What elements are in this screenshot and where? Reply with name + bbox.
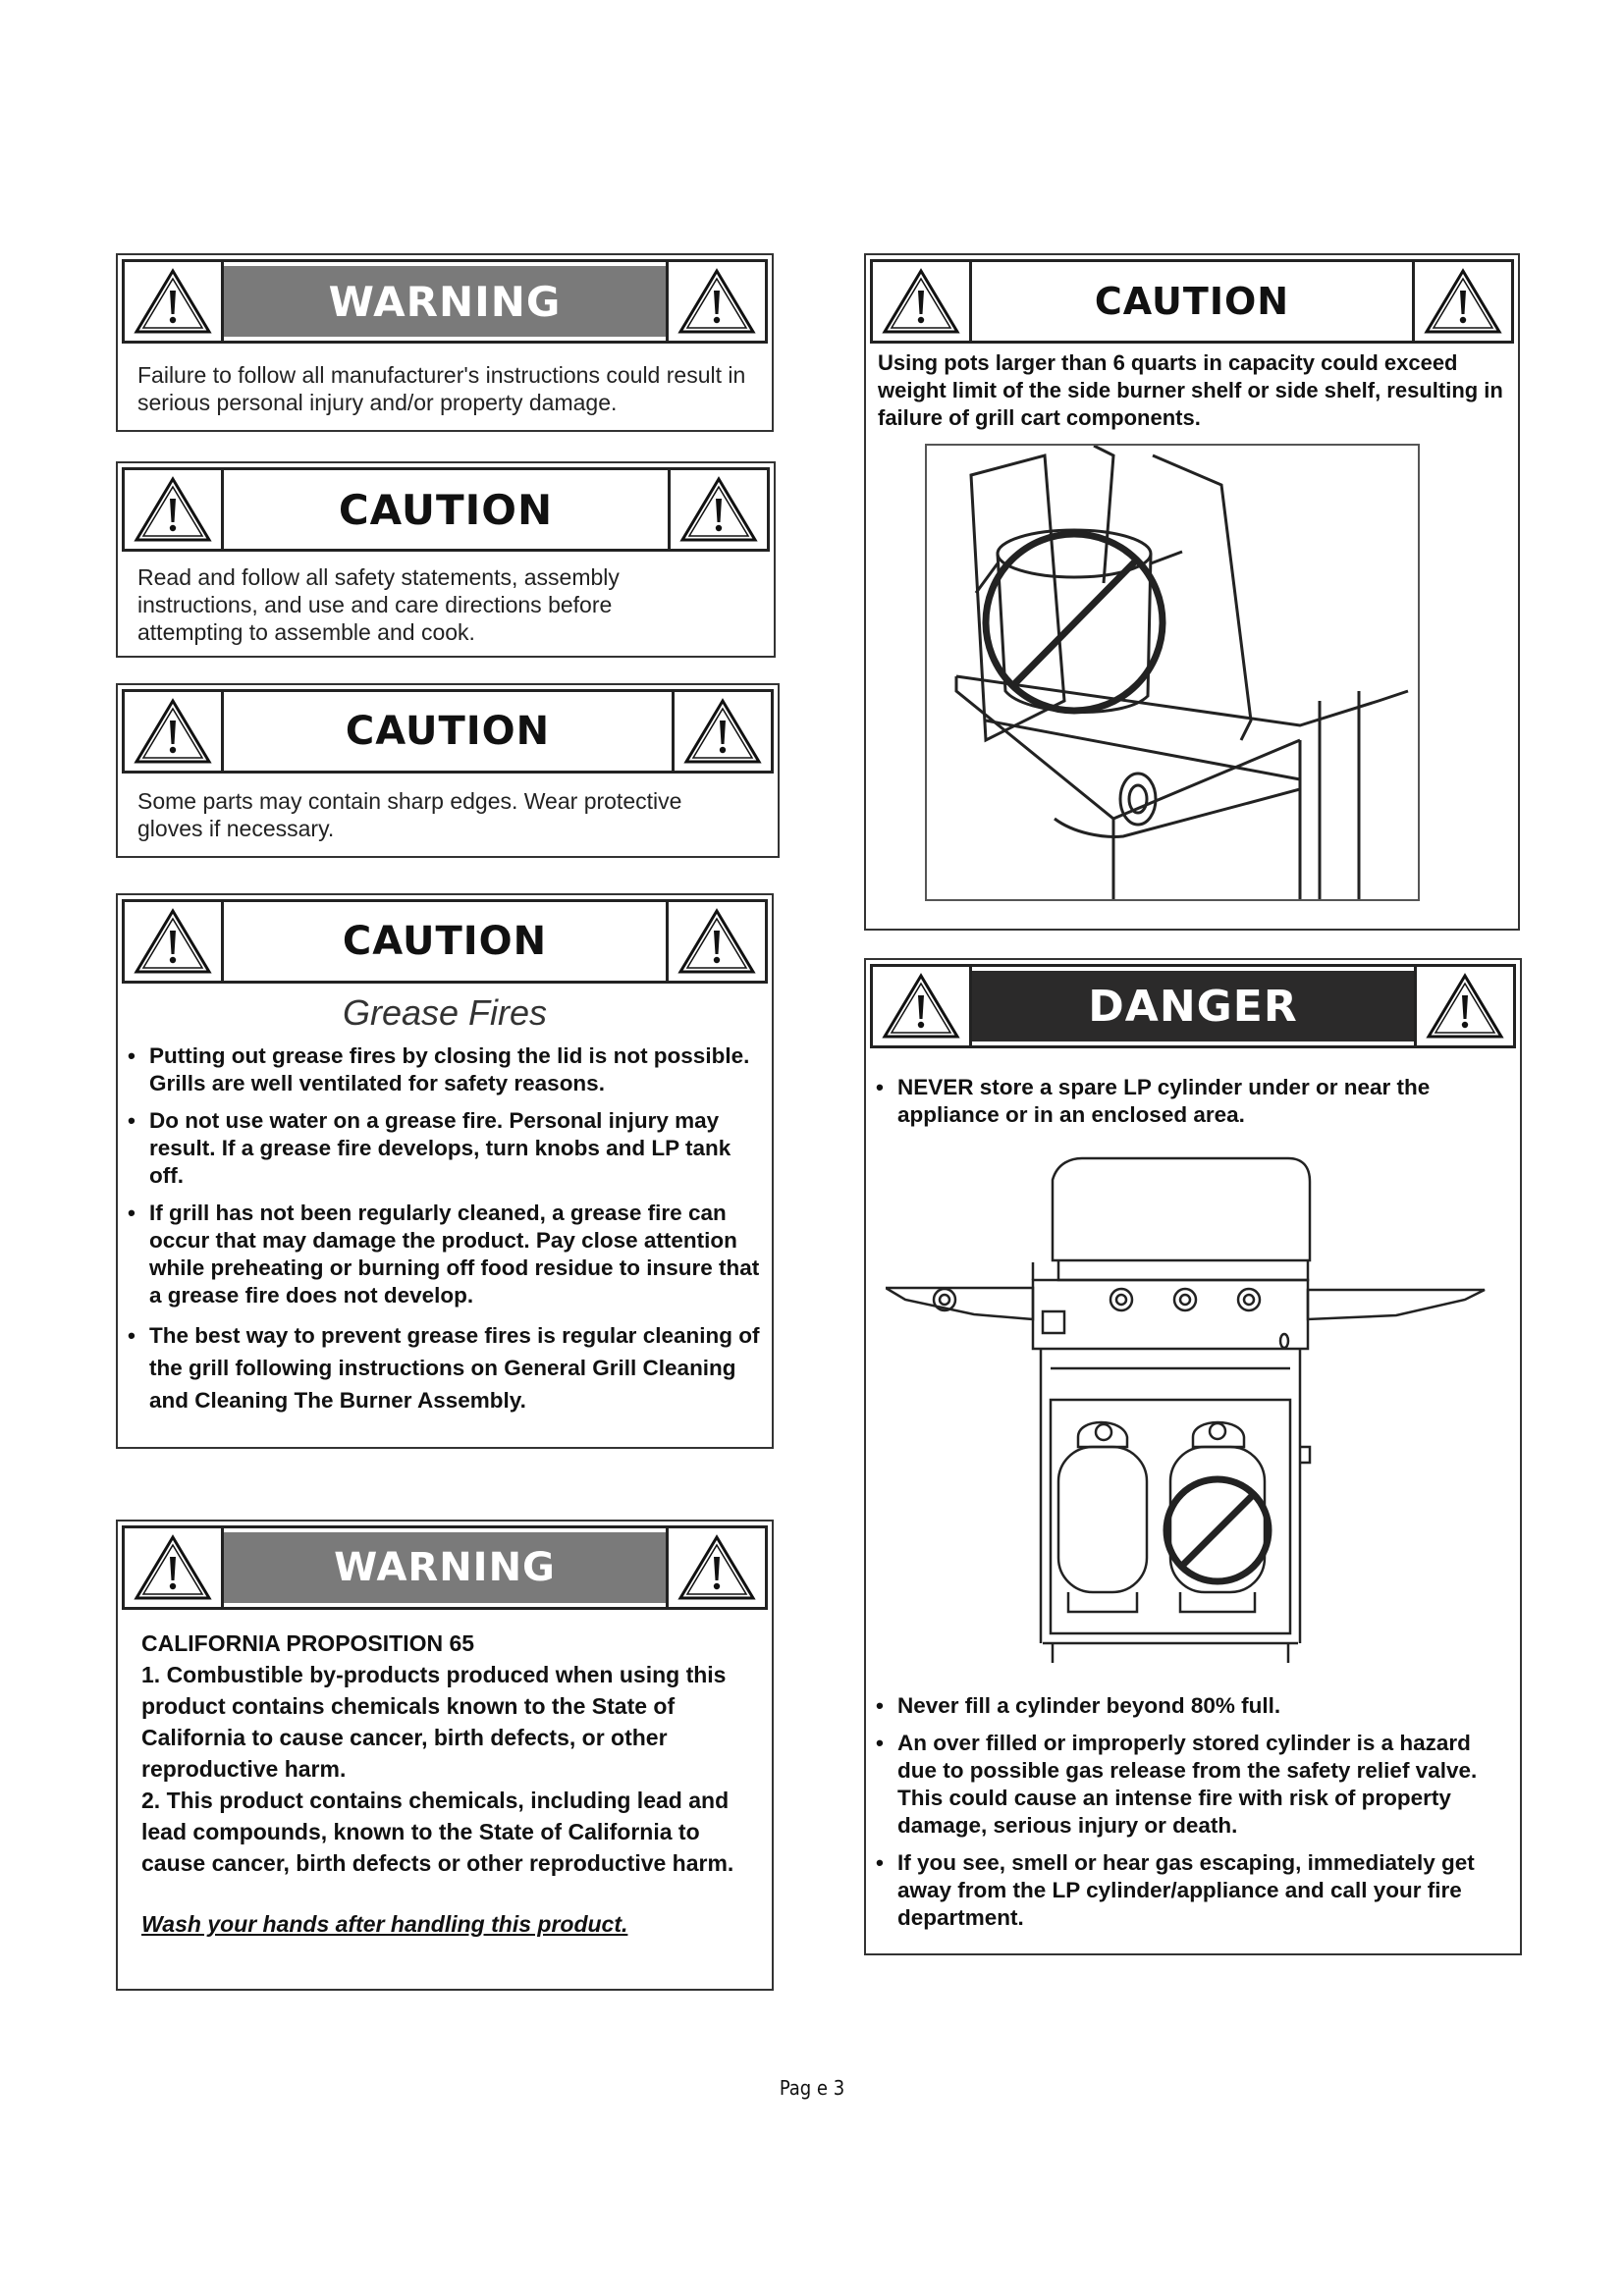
warning-triangle-icon [873,262,972,341]
warning-triangle-icon [125,902,224,981]
caution-header [870,259,1514,344]
prop65-content [118,1628,772,1940]
warning-box-prop65 [116,1520,774,1991]
prop65-heading: CALIFORNIA PROPOSITION 65 [141,1630,475,1656]
list-item: • Putting out grease fires by closing the lid is not possible. Grills are well ventilated for safety reasons. [126,1042,764,1097]
caution-box-grease-fires [116,893,774,1449]
warning-triangle-icon [668,470,767,549]
grease-fires-list [118,1042,772,1426]
warning-title: WARNING [224,1532,666,1603]
danger-top-list [866,1074,1520,1139]
warning-text: Failure to follow all manufacturer's instructions could result in serious personal injury and/or property damage. [137,362,746,415]
caution-header [122,467,770,552]
warning-triangle-icon [666,262,765,341]
caution-box-pot-weight [864,253,1520,931]
list-item: • The best way to prevent grease fires is regular cleaning of the grill following instructions on General Grill Cleaning and Cleaning The Burner Assembly. [126,1319,764,1416]
caution-text: Some parts may contain sharp edges. Wear protective gloves if necessary. [137,788,682,841]
caution-box-instructions [116,461,776,658]
list-item: • If you see, smell or hear gas escaping, immediately get away from the LP cylinder/appliance and call your fire department. [874,1849,1512,1932]
caution-title: CAUTION [342,919,548,964]
side-burner-illustration [925,444,1420,901]
warning-triangle-icon [125,262,224,341]
danger-list [866,1692,1520,1942]
prop65-item-2: 2. This product contains chemicals, including lead and lead compounds, known to the State of California to cause cancer, birth defects or other reproductive harm. [141,1788,734,1876]
warning-header [122,259,768,344]
warning-triangle-icon [125,692,224,771]
list-item: • Never fill a cylinder beyond 80% full. [874,1692,1512,1720]
page-number: Pag e 3 [779,2076,845,2100]
prop65-note: Wash your hands after handling this product. [141,1911,628,1937]
danger-header [870,964,1516,1048]
list-item: • If grill has not been regularly cleaned, a grease fire can occur that may damage the product. Pay close attention while preheating or burning off food residue to insure that a grease fire does not develop. [126,1200,764,1309]
caution-box-sharp-edges [116,683,780,858]
list-item: • An over filled or improperly stored cylinder is a hazard due to possible gas release from the safety relief valve. This could cause an intense fire with risk of property damage, serious injury or death. [874,1730,1512,1840]
warning-box-general [116,253,774,432]
caution-text: Read and follow all safety statements, assembly instructions, and use and care directions before attempting to assemble and cook. [137,564,620,645]
caution-header [122,899,768,984]
warning-triangle-icon [1414,967,1513,1045]
danger-box-lp-cylinder [864,958,1522,1955]
warning-title: WARNING [224,266,666,337]
caution-header [122,689,774,774]
caution-title: CAUTION [1094,280,1290,323]
pot-on-side-burner-image [927,446,1418,899]
caution-title: CAUTION [345,709,551,754]
warning-triangle-icon [672,692,771,771]
grill-with-lp-cylinder-image [886,1152,1504,1663]
warning-triangle-icon [666,1528,765,1607]
grease-fires-subtitle: Grease Fires [342,992,548,1033]
list-item: • NEVER store a spare LP cylinder under or near the appliance or in an enclosed area. [874,1074,1512,1129]
list-item: • Do not use water on a grease fire. Personal injury may result. If a grease fire develops, turn knobs and LP tank off. [126,1107,764,1190]
prop65-item-1: 1. Combustible by-products produced when using this product contains chemicals known to the State of California to cause cancer, birth defects, or other reproductive harm. [141,1662,727,1782]
warning-triangle-icon [666,902,765,981]
warning-triangle-icon [1412,262,1511,341]
warning-header [122,1525,768,1610]
warning-triangle-icon [873,967,972,1045]
danger-title: DANGER [972,971,1414,1041]
warning-triangle-icon [125,470,224,549]
warning-triangle-icon [125,1528,224,1607]
caution-text: Using pots larger than 6 quarts in capacity could exceed weight limit of the side burner shelf or side shelf, resulting in failure of grill cart components. [878,350,1503,430]
caution-title: CAUTION [338,485,554,534]
